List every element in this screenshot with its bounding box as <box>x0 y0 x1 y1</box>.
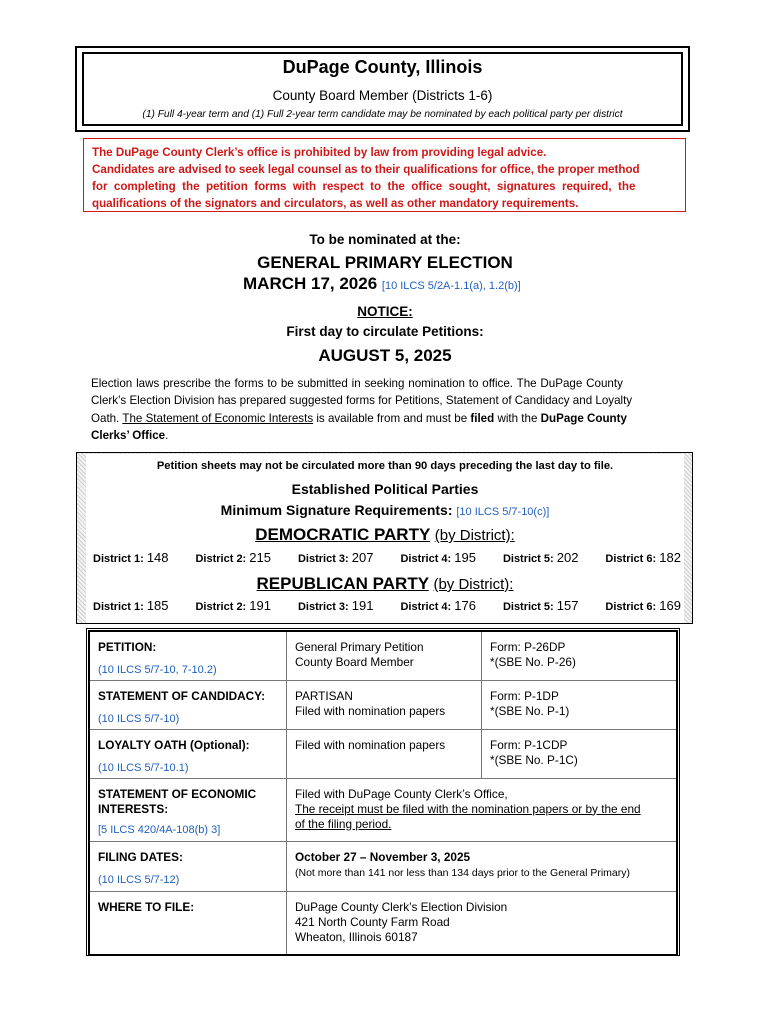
district-requirement <box>93 598 169 613</box>
row-label: PETITION: <box>98 640 157 654</box>
row-description: County Board Member <box>295 655 414 669</box>
form-number: Form: P-26DP <box>490 640 566 654</box>
filing-dates-note: (Not more than 141 nor less than 134 days prior to the General Primary) <box>295 866 630 879</box>
district-label: District 6: <box>605 601 657 613</box>
republican-district-row <box>93 598 681 613</box>
district-label: District 6: <box>605 553 657 565</box>
district-label: District 1: <box>93 553 144 565</box>
paragraph-line <box>91 375 681 392</box>
republican-party-name: REPUBLICAN PARTY <box>256 574 429 593</box>
paragraph-line <box>91 410 681 427</box>
district-requirement <box>93 550 169 565</box>
district-value: 148 <box>146 550 169 565</box>
first-day-label: First day to circulate Petitions: <box>286 324 484 339</box>
filing-dates: October 27 – November 3, 2025 <box>295 849 471 864</box>
row-description: of the filing period. <box>295 816 392 831</box>
row-description-cell <box>287 891 678 955</box>
row-label: STATEMENT OF CANDIDACY: <box>98 688 266 703</box>
district-requirement <box>195 550 271 565</box>
table-row <box>89 680 677 729</box>
row-description: General Primary Petition <box>295 640 424 654</box>
election-citation: [10 ILCS 5/2A-1.1(a), 1.2(b)] <box>381 280 521 292</box>
district-label: District 5: <box>502 601 554 613</box>
row-label: INTERESTS: <box>98 801 169 816</box>
election-name: GENERAL PRIMARY ELECTION <box>257 253 513 272</box>
democratic-suffix: (by District): <box>434 527 515 544</box>
row-description: The receipt must be filed with the nomination papers or by the end <box>295 801 641 816</box>
election-laws-paragraph <box>91 375 681 444</box>
district-requirement <box>400 598 476 613</box>
district-requirement <box>298 598 374 613</box>
row-label-cell <box>89 891 287 955</box>
paragraph-text: Oath. <box>91 411 123 425</box>
district-label: District 5: <box>502 553 554 565</box>
district-requirement <box>503 598 579 613</box>
district-requirement <box>503 550 579 565</box>
row-form-cell <box>482 680 678 729</box>
district-label: District 4: <box>400 601 452 613</box>
row-description-cell <box>287 778 678 841</box>
row-citation: (10 ILCS 5/7-10.1) <box>98 761 189 774</box>
row-label: WHERE TO FILE: <box>98 899 195 914</box>
district-requirement <box>605 550 681 565</box>
district-label: District 3: <box>297 601 349 613</box>
republican-suffix: (by District): <box>433 576 514 593</box>
row-description: Filed with nomination papers <box>295 737 446 752</box>
republican-heading <box>86 574 684 594</box>
paragraph-text: . <box>165 428 169 442</box>
row-citation: (10 ILCS 5/7-12) <box>98 873 180 886</box>
district-label: District 2: <box>195 601 247 613</box>
warning-line: Candidates are advised to seek legal counsel as to their qualifications for office, the proper method <box>92 163 640 176</box>
row-description: PARTISAN <box>295 688 353 703</box>
district-requirement <box>195 598 271 613</box>
row-label-cell <box>89 631 287 680</box>
row-label: STATEMENT OF ECONOMIC <box>98 786 257 801</box>
min-signature-line <box>86 502 684 518</box>
filing-requirements-table <box>88 630 678 956</box>
paragraph-line <box>91 427 681 444</box>
parties-heading: Established Political Parties <box>291 481 479 497</box>
document-title: DuPage County, Illinois <box>282 57 483 77</box>
district-label: District 2: <box>195 553 247 565</box>
district-requirement <box>400 550 476 565</box>
row-form-cell <box>482 729 678 778</box>
paragraph-text: is available from and must be <box>313 411 471 425</box>
district-label: District 3: <box>297 553 349 565</box>
table-row <box>89 891 677 955</box>
row-label: FILING DATES: <box>98 849 183 864</box>
row-label-cell <box>89 778 287 841</box>
district-value: 157 <box>556 598 579 613</box>
row-description-cell <box>287 631 482 680</box>
row-citation: (10 ILCS 5/7-10) <box>98 712 180 725</box>
paragraph-bold: filed <box>470 411 495 425</box>
circulation-note: Petition sheets may not be circulated more than 90 days preceding the last day to file. <box>156 460 614 472</box>
district-value: 182 <box>659 550 681 565</box>
paragraph-text: Election laws prescribe the forms to be submitted in seeking nomination to office. The DuPage County <box>91 377 623 390</box>
election-date: MARCH 17, 2026 <box>243 274 378 293</box>
nominated-intro: To be nominated at the: <box>309 232 461 247</box>
sbe-number: *(SBE No. P-26) <box>490 655 576 669</box>
row-description-cell <box>287 729 482 778</box>
address-line: 421 North County Farm Road <box>295 914 450 929</box>
economic-interests-link[interactable]: The Statement of Economic Interests <box>122 411 314 425</box>
row-label-cell <box>89 729 287 778</box>
district-requirement <box>298 550 374 565</box>
form-number: Form: P-1CDP <box>490 737 568 752</box>
row-form-cell <box>482 631 678 680</box>
term-note: (1) Full 4-year term and (1) Full 2-year term candidate may be nominated by each political party per district <box>142 109 623 120</box>
row-description: Filed with DuPage County Clerk’s Office, <box>295 786 508 801</box>
district-value: 191 <box>249 598 271 613</box>
table-row <box>89 729 677 778</box>
district-value: 176 <box>454 598 476 613</box>
warning-line: The DuPage County Clerk’s office is prohibited by law from providing legal advice. <box>92 146 547 159</box>
paragraph-text: with the <box>494 411 541 425</box>
min-signature-citation: [10 ILCS 5/7-10(c)] <box>456 506 550 518</box>
district-value: 169 <box>659 598 681 613</box>
table-row <box>89 631 677 680</box>
district-label: District 4: <box>400 553 452 565</box>
address-line: Wheaton, Illinois 60187 <box>295 929 418 944</box>
row-citation: [5 ILCS 420/4A-108(b) 3] <box>98 823 221 836</box>
first-day-date: AUGUST 5, 2025 <box>318 346 452 365</box>
notice-heading: NOTICE: <box>357 304 413 319</box>
election-date-line <box>243 274 521 294</box>
district-value: 215 <box>249 550 271 565</box>
district-value: 202 <box>556 550 579 565</box>
sbe-number: *(SBE No. P-1C) <box>490 752 578 767</box>
row-citation: (10 ILCS 5/7-10, 7-10.2) <box>98 664 217 676</box>
row-description: Filed with nomination papers <box>295 703 446 718</box>
min-signature-label: Minimum Signature Requirements: <box>220 502 453 518</box>
warning-line: for completing the petition forms with respect to the office sought, signatures required, the <box>92 180 636 193</box>
democratic-party-name: DEMOCRATIC PARTY <box>255 525 430 544</box>
table-row <box>89 778 677 841</box>
district-value: 195 <box>454 550 476 565</box>
form-number: Form: P-1DP <box>490 688 559 703</box>
district-value: 185 <box>146 598 169 613</box>
district-requirement <box>605 598 681 613</box>
paragraph-bold: Clerks’ Office <box>91 428 166 442</box>
legal-advice-warning <box>83 138 686 212</box>
district-value: 207 <box>351 550 374 565</box>
table-row <box>89 841 677 891</box>
democratic-district-row <box>93 550 681 565</box>
address-line: DuPage County Clerk’s Election Division <box>295 899 508 914</box>
paragraph-text: Clerk’s Election Division has prepared suggested forms for Petitions, Statement of Candidacy and Loyalty <box>91 394 633 408</box>
district-label: District 1: <box>93 601 144 613</box>
row-label-cell <box>89 680 287 729</box>
sbe-number: *(SBE No. P-1) <box>490 703 570 718</box>
democratic-heading <box>86 525 684 545</box>
row-description-cell <box>287 841 678 891</box>
district-value: 191 <box>351 598 374 613</box>
paragraph-bold: DuPage County <box>540 411 627 425</box>
office-subtitle: County Board Member (Districts 1-6) <box>272 88 493 103</box>
paragraph-line <box>91 392 681 409</box>
row-description-cell <box>287 680 482 729</box>
warning-line: qualifications of the signators and circulators, as well as other mandatory requirements. <box>92 197 579 210</box>
row-label-cell <box>89 841 287 891</box>
row-label: LOYALTY OATH (Optional): <box>98 737 250 752</box>
